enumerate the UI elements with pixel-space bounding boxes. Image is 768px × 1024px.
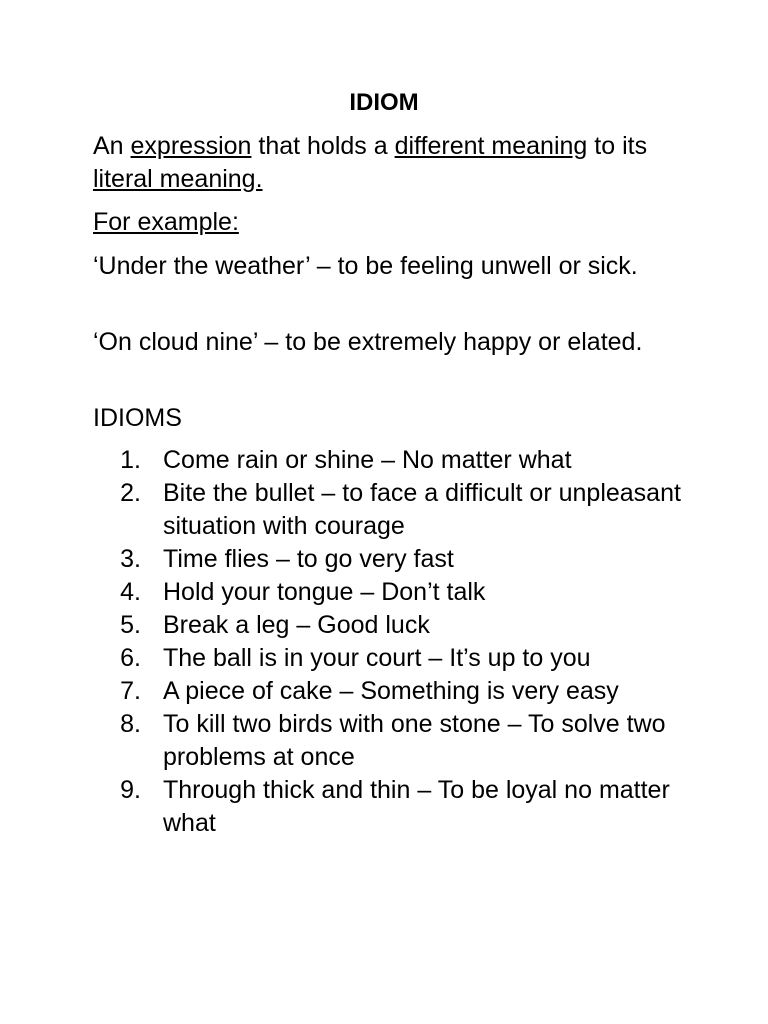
idioms-list xyxy=(93,444,693,840)
list-item xyxy=(93,642,693,675)
list-item-text: A piece of cake – Something is very easy xyxy=(163,677,619,705)
list-number: 8. xyxy=(120,710,141,738)
list-number: 2. xyxy=(120,479,141,507)
list-item-text: Come rain or shine – No matter what xyxy=(163,446,572,474)
example-on-cloud-nine: ‘On cloud nine’ – to be extremely happy or elated. xyxy=(93,328,643,356)
underlined-literal-meaning: literal meaning. xyxy=(93,165,263,193)
underlined-expression: expression xyxy=(130,132,252,160)
list-number: 1. xyxy=(120,446,141,474)
underlined-different-meaning: different meaning xyxy=(394,132,588,160)
list-number: 6. xyxy=(120,644,141,672)
for-example-label xyxy=(93,206,693,239)
list-item xyxy=(93,477,693,543)
list-item-text: Time flies – to go very fast xyxy=(163,545,454,573)
list-number: 9. xyxy=(120,776,141,804)
list-item xyxy=(93,675,693,708)
list-item xyxy=(93,708,693,774)
definition-paragraph xyxy=(93,130,693,196)
list-item-text: To kill two birds with one stone – To solve two problems at once xyxy=(163,710,666,771)
list-item xyxy=(93,774,693,840)
list-number: 3. xyxy=(120,545,141,573)
list-item-text: Bite the bullet – to face a difficult or unpleasant situation with courage xyxy=(163,479,681,540)
list-item-text: Through thick and thin – To be loyal no matter what xyxy=(163,776,670,837)
page-title: IDIOM xyxy=(349,89,419,116)
list-item xyxy=(93,576,693,609)
list-item-text: Break a leg – Good luck xyxy=(163,611,430,639)
definition-text: An xyxy=(93,132,131,160)
list-number: 5. xyxy=(120,611,141,639)
idioms-heading: IDIOMS xyxy=(93,404,182,432)
example-under-the-weather: ‘Under the weather’ – to be feeling unwell or sick. xyxy=(93,252,638,280)
list-item-text: Hold your tongue – Don’t talk xyxy=(163,578,486,606)
definition-text: that holds a xyxy=(251,132,395,160)
definition-text: to its xyxy=(587,132,648,160)
list-number: 4. xyxy=(120,578,141,606)
for-example-text: For example: xyxy=(93,208,239,236)
list-item xyxy=(93,444,693,477)
list-number: 7. xyxy=(120,677,141,705)
list-item xyxy=(93,543,693,576)
list-item-text: The ball is in your court – It’s up to you xyxy=(163,644,591,672)
list-item xyxy=(93,609,693,642)
